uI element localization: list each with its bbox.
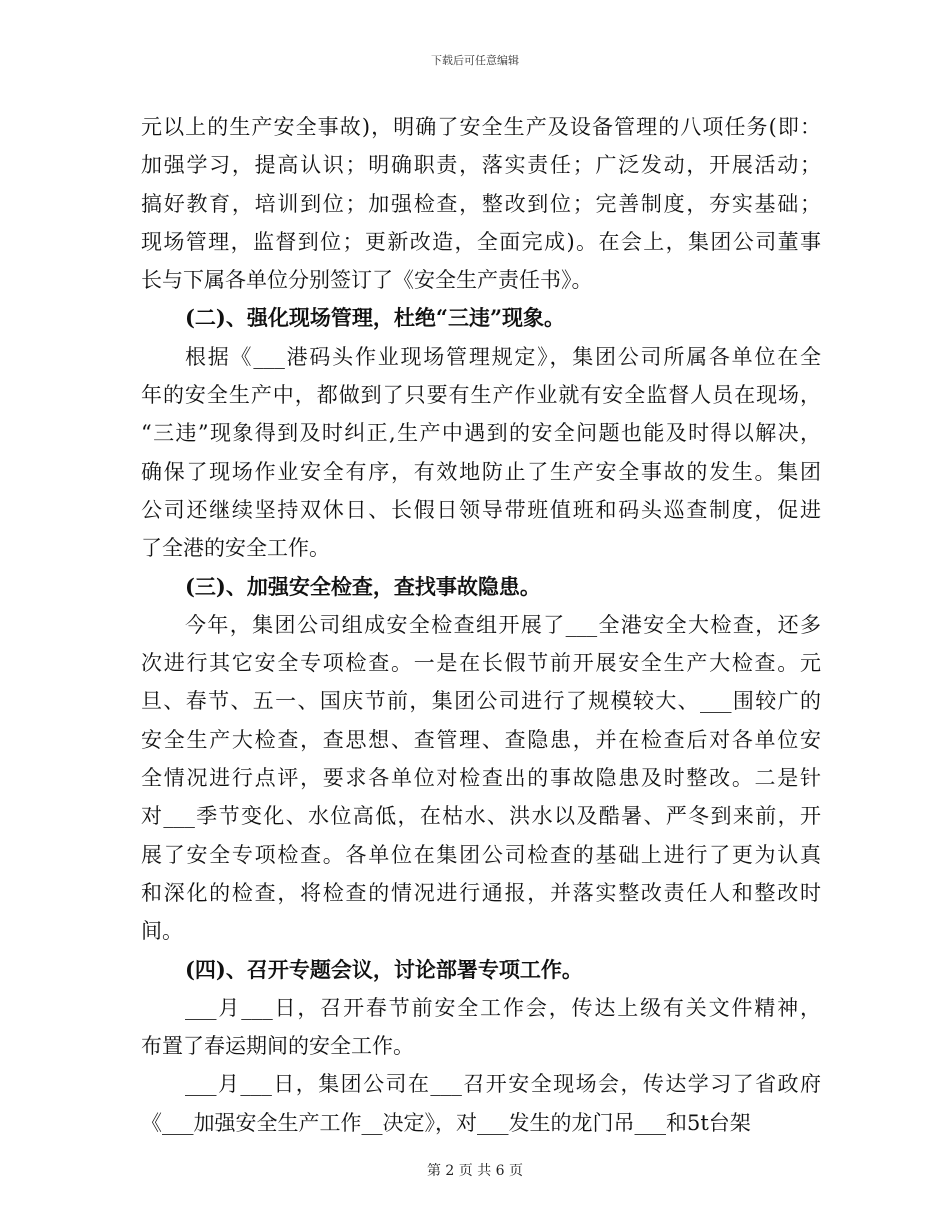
text-line: 和深化的检查，将检查的情况进行通报，并落实整改责任人和整改时 bbox=[141, 880, 821, 905]
text-line: 公司还继续坚持双休日、长假日领导带班值班和码头巡查制度，促进 bbox=[141, 497, 821, 522]
header-note: 下载后可任意编辑 bbox=[431, 54, 519, 67]
text-line: 搞好教育，培训到位；加强检查，整改到位；完善制度，夯实基础； bbox=[141, 191, 821, 216]
text-line: 今年，集团公司组成安全检查组开展了___全港安全大检查，还多 bbox=[185, 612, 821, 637]
text-line: 全情况进行点评，要求各单位对检查出的事故隐患及时整改。二是针 bbox=[141, 766, 821, 791]
text-line: 旦、春节、五一、国庆节前，集团公司进行了规模较大、___围较广的 bbox=[141, 689, 821, 714]
text-line: 次进行其它安全专项检查。一是在长假节前开展安全生产大检查。元 bbox=[141, 651, 821, 676]
text-line: 根据《___港码头作业现场管理规定》，集团公司所属各单位在全 bbox=[185, 344, 821, 369]
text-line: 《___加强安全生产工作__决定》，对___发生的龙门吊___和5t台架 bbox=[141, 1110, 751, 1135]
text-line: 加强学习，提高认识；明确职责，落实责任；广泛发动，开展活动； bbox=[141, 153, 821, 178]
text-line: 间。 bbox=[141, 919, 183, 944]
section-heading-2: (二)、强化现场管理，杜绝“三违”现象。 bbox=[185, 305, 566, 331]
text-line: 年的安全生产中，都做到了只要有生产作业就有安全监督人员在现场， bbox=[141, 383, 821, 408]
text-line: 元以上的生产安全事故)，明确了安全生产及设备管理的八项任务(即： bbox=[141, 115, 821, 139]
text-line: 安全生产大检查，查思想、查管理、查隐患，并在检查后对各单位安 bbox=[141, 727, 821, 752]
text-line: 确保了现场作业安全有序，有效地防止了生产安全事故的发生。集团 bbox=[141, 459, 821, 484]
text-line: 了全港的安全工作。 bbox=[141, 536, 330, 561]
page-number: 第 2 页 共 6 页 bbox=[426, 1163, 524, 1179]
text-line: ___月___日，召开春节前安全工作会，传达上级有关文件精神， bbox=[185, 995, 821, 1020]
text-line: ___月___日，集团公司在___召开安全现场会，传达学习了省政府 bbox=[185, 1072, 821, 1097]
text-line: 长与下属各单位分别签订了《安全生产责任书》。 bbox=[141, 268, 593, 293]
text-line: 展了安全专项检查。各单位在集团公司检查的基础上进行了更为认真 bbox=[141, 842, 821, 867]
text-line: 现场管理，监督到位；更新改造，全面完成)。在会上，集团公司董事 bbox=[141, 229, 821, 254]
document-body bbox=[141, 108, 821, 1142]
paragraph-site-management bbox=[141, 338, 821, 568]
text-line: 布置了春运期间的安全工作。 bbox=[141, 1034, 414, 1059]
paragraph-safety-inspection bbox=[141, 606, 821, 951]
text-line: 对___季节变化、水位高低，在枯水、洪水以及酷暑、严冬到来前，开 bbox=[141, 804, 821, 829]
paragraph-spring-festival-meeting bbox=[141, 989, 821, 1066]
paragraph-continuation bbox=[141, 108, 821, 299]
section-heading-4: (四)、召开专题会议，讨论部署专项工作。 bbox=[185, 956, 583, 982]
paragraph-site-meeting bbox=[141, 1065, 821, 1142]
text-line: “三违”现象得到及时纠正,生产中遇到的安全问题也能及时得以解决， bbox=[141, 421, 821, 446]
section-heading-3: (三)、加强安全检查，查找事故隐患。 bbox=[185, 573, 541, 599]
